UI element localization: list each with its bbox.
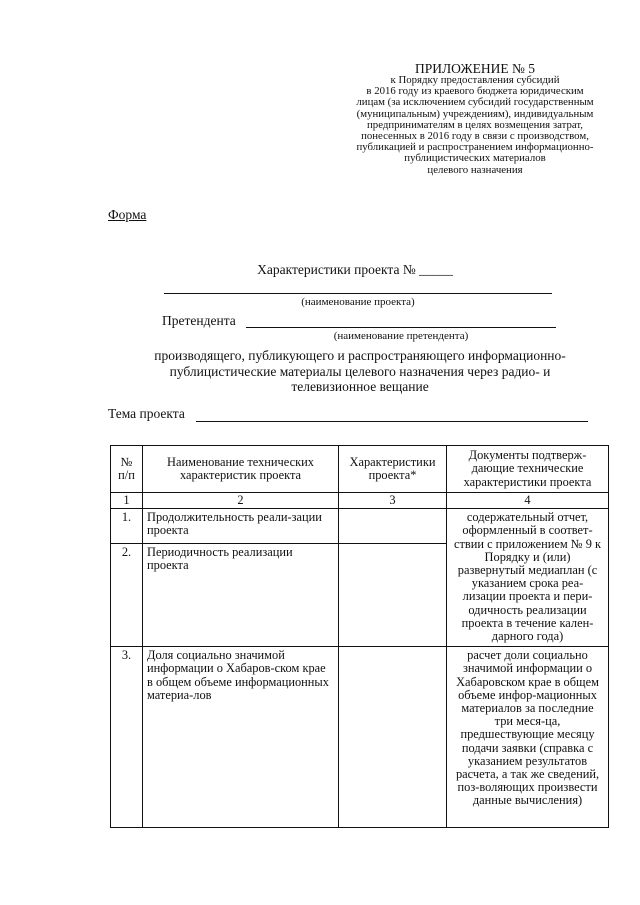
- row-name: Периодичность реализации проекта: [143, 544, 339, 647]
- row-name: Доля социально значимой информации о Хабаров-ском крае в общем объеме информационных материа-лов: [143, 647, 339, 828]
- column-number: 1: [111, 493, 143, 509]
- header-value: Характеристики проекта*: [339, 446, 447, 493]
- appendix-reference-line: целевого назначения: [427, 163, 523, 176]
- header-documents: Документы подтверж-дающие технические характеристики проекта: [447, 446, 609, 493]
- appendix-reference-line: публицистических материалов: [404, 152, 546, 165]
- applicant-name-line: [246, 327, 556, 328]
- table-header-row: [111, 446, 609, 493]
- column-number-row: [111, 493, 609, 509]
- appendix-reference-line: (муниципальным) учреждениям), индивидуальным: [356, 107, 594, 120]
- row-number: 1.: [111, 509, 143, 544]
- applicant-description: [120, 348, 600, 395]
- header-num: № п/п: [111, 446, 143, 493]
- appendix-reference-line: лицам (за исключением субсидий государственным: [356, 96, 594, 109]
- description-line: публицистические материалы целевого назначения через радио- и: [169, 363, 551, 379]
- applicant-caption: (наименование претендента): [333, 330, 469, 342]
- appendix-reference: [340, 75, 610, 176]
- row-value: [339, 509, 447, 544]
- header-name: Наименование технических характеристик проекта: [143, 446, 339, 493]
- project-name-caption: (наименование проекта): [301, 296, 415, 308]
- topic-label: Тема проекта: [108, 406, 185, 421]
- appendix-reference-line: публикацией и распространением информационно-: [356, 141, 594, 154]
- characteristics-table: [110, 445, 609, 828]
- row-number: 2.: [111, 544, 143, 647]
- row-number: 3.: [111, 647, 143, 828]
- appendix-reference-line: предпринимателям в целях возмещения затрат,: [367, 118, 583, 131]
- column-number: 4: [447, 493, 609, 509]
- form-label: Форма: [108, 207, 147, 222]
- appendix-reference-line: в 2016 году из краевого бюджета юридическим: [366, 85, 584, 98]
- column-number: 2: [143, 493, 339, 509]
- row-documents: расчет доли социально значимой информации о Хабаровском крае в общем объеме инфор-мационных материалов за последние три меся-ца, предшествующие месяцу подачи заявки (справка с указанием результатов расчета, а так же сведений, поз-воляющих произвести данные вычисления): [447, 647, 609, 828]
- row-value: [339, 647, 447, 828]
- appendix-reference-line: к Порядку предоставления субсидий: [390, 74, 560, 86]
- row-documents: содержательный отчет, оформленный в соответ-ствии с приложением № 9 к Порядку и (или) развернутый медиаплан (с указанием срока реа-лизации проекта и пери-одичность реализации проекта в течение кален-дарного года): [447, 509, 609, 647]
- table-row: [111, 647, 609, 828]
- document-heading: Характеристики проекта № _____: [257, 262, 453, 277]
- topic-line: [196, 421, 588, 422]
- row-value: [339, 544, 447, 647]
- appendix-reference-line: понесенных в 2016 году в связи с производством,: [361, 130, 589, 143]
- applicant-label: Претендента: [162, 313, 236, 328]
- row-name: Продолжительность реали-зации проекта: [143, 509, 339, 544]
- project-name-line: [164, 293, 552, 294]
- description-line: телевизионное вещание: [291, 379, 429, 395]
- appendix-title: ПРИЛОЖЕНИЕ № 5: [414, 61, 536, 76]
- description-line: производящего, публикующего и распространяющего информационно-: [154, 348, 566, 363]
- table-row: [111, 509, 609, 544]
- column-number: 3: [339, 493, 447, 509]
